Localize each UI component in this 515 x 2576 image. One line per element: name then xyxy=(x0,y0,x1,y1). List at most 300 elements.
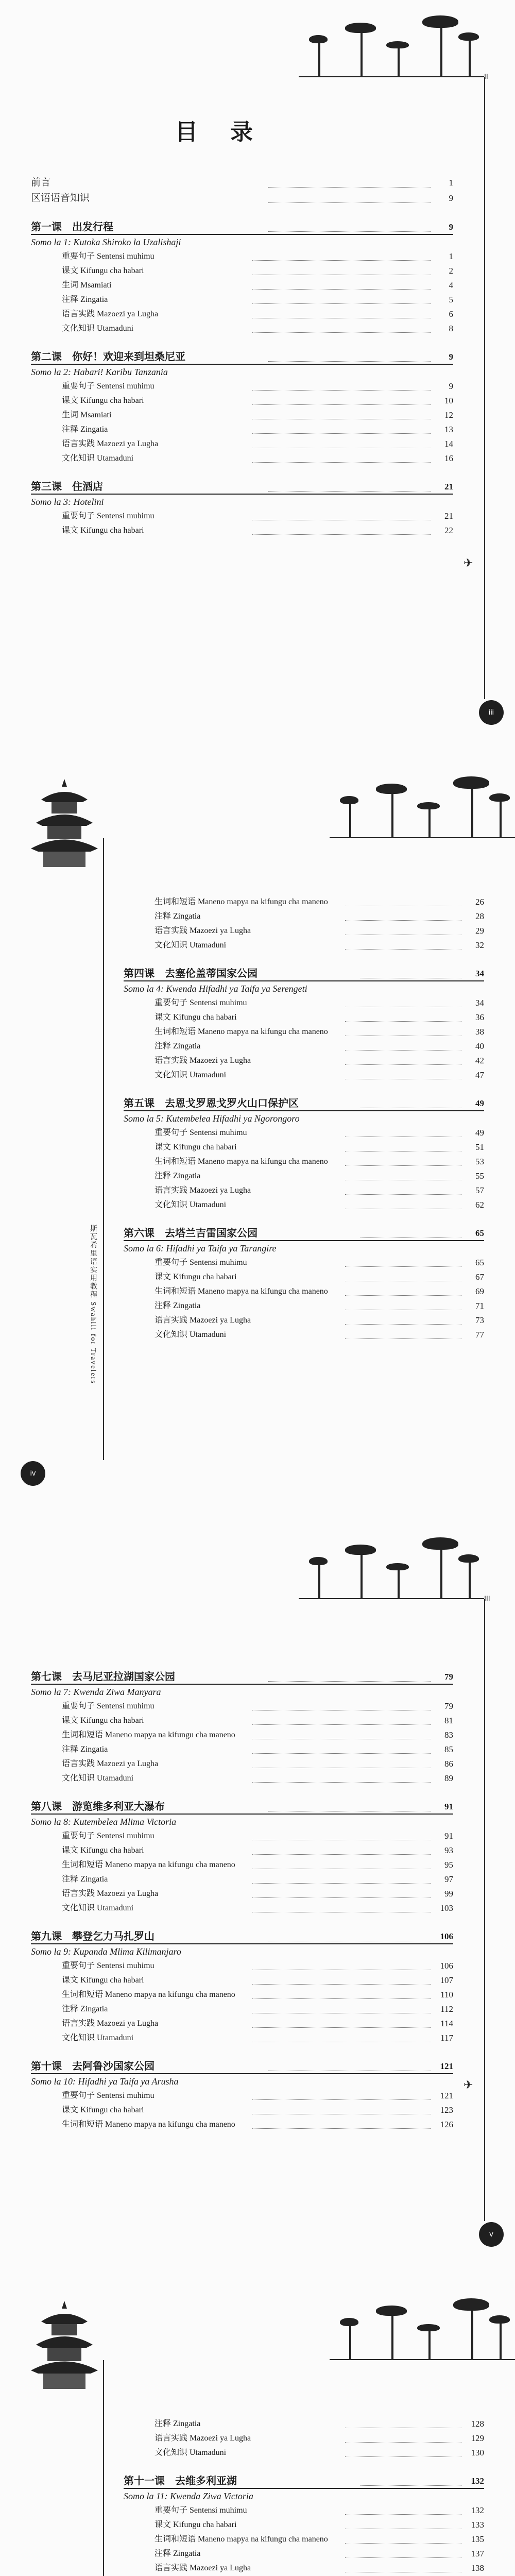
dot-leader xyxy=(345,1064,461,1065)
toc-entry-item[interactable] xyxy=(31,1699,453,1714)
dot-leader xyxy=(252,433,431,434)
toc-page-number: 99 xyxy=(444,1889,453,1899)
running-title: 斯瓦希里语实用教程 Swahili for Travelers xyxy=(89,1225,97,1384)
toc-page xyxy=(0,0,515,761)
toc-entry-text: 文化知识 Utamaduni xyxy=(62,454,134,463)
toc-entry-text: 区语语音知识 xyxy=(31,193,90,204)
acacia-canopy xyxy=(422,1537,458,1550)
toc-entry-sub[interactable] xyxy=(31,1685,453,1699)
toc-entry-item[interactable] xyxy=(31,1771,453,1786)
toc-entry-item[interactable] xyxy=(31,379,453,394)
ground-line xyxy=(299,1598,484,1599)
toc-entry-text: 重要句子 Sentensi muhimu xyxy=(154,1258,247,1267)
toc-entry-head[interactable] xyxy=(31,2059,453,2074)
toc-entry-item[interactable] xyxy=(124,2532,484,2547)
toc-entry-text: 第六课 去塔兰吉雷国家公园 xyxy=(124,1228,258,1239)
toc-entry-sub[interactable] xyxy=(124,2489,484,2503)
toc-entry-item[interactable] xyxy=(124,1068,484,1082)
dot-leader xyxy=(345,1021,461,1022)
dot-leader xyxy=(345,920,461,921)
toc-entry-item[interactable] xyxy=(31,523,453,538)
toc-entry-item[interactable] xyxy=(124,1256,484,1270)
toc-entry-text: 第十一课 去维多利亚湖 xyxy=(124,2476,237,2487)
toc-page xyxy=(0,1522,515,2283)
toc-entry-text: 生词和短语 Maneno mapya na kifungu cha maneno xyxy=(62,2120,235,2129)
toc-entry-item[interactable] xyxy=(124,924,484,938)
dot-leader xyxy=(345,2543,461,2544)
toc-entry-sub[interactable] xyxy=(124,981,484,996)
toc-entry-item[interactable] xyxy=(124,1198,484,1212)
toc-page-number: 1 xyxy=(449,178,453,188)
pagoda-illustration xyxy=(26,776,103,872)
acacia-canopy xyxy=(386,41,409,48)
toc-entry-head[interactable] xyxy=(31,1669,453,1685)
dot-leader xyxy=(252,1984,431,1985)
acacia-canopy xyxy=(489,2315,510,2324)
toc-entry-text: 重要句子 Sentensi muhimu xyxy=(62,1702,154,1710)
toc-entry-text: 课文 Kifungu cha habari xyxy=(62,1716,144,1725)
acacia-canopy xyxy=(340,796,358,804)
toc-entry-item[interactable] xyxy=(124,2417,484,2431)
acacia-canopy xyxy=(458,32,479,41)
acacia-trees-decoration xyxy=(299,15,484,77)
toc-entry-item[interactable] xyxy=(31,437,453,451)
toc-page-number: 34 xyxy=(475,998,484,1008)
toc-page-number: 36 xyxy=(475,1012,484,1022)
acacia-canopy xyxy=(417,802,440,809)
acacia-canopy xyxy=(453,776,489,789)
toc-entry-sub[interactable] xyxy=(31,495,453,509)
toc-page-number: 114 xyxy=(440,2019,453,2028)
toc-page-number: 42 xyxy=(475,1056,484,1065)
toc-entry-text: 课文 Kifungu cha habari xyxy=(62,266,144,275)
toc-entry-item[interactable] xyxy=(31,307,453,321)
acacia-trees-decoration xyxy=(299,1537,484,1599)
acacia-trunk xyxy=(360,31,363,77)
toc-entry-item[interactable] xyxy=(124,938,484,953)
dot-leader xyxy=(345,2557,461,2558)
toc-entry-head[interactable] xyxy=(31,479,453,495)
acacia-canopy xyxy=(417,2324,440,2331)
toc-entry-head[interactable] xyxy=(124,1226,484,1241)
toc-page-number: 106 xyxy=(440,1931,453,1941)
toc-entry-sec[interactable] xyxy=(31,175,453,191)
toc-entry-item[interactable] xyxy=(124,1169,484,1183)
toc-page-number: 67 xyxy=(475,1272,484,1282)
toc-entry-sub[interactable] xyxy=(31,2074,453,2089)
toc-entry-text: Somo la 2: Habari! Karibu Tanzania xyxy=(31,367,168,377)
dot-leader xyxy=(345,2442,461,2443)
toc-page-number: 81 xyxy=(444,1716,453,1725)
toc-page-number: 107 xyxy=(440,1975,453,1985)
airplane-icon: ✈ xyxy=(464,2078,473,2091)
toc-entry-item[interactable] xyxy=(124,2547,484,2561)
toc-page-number: 77 xyxy=(475,1330,484,1340)
dot-leader xyxy=(252,1753,431,1754)
toc-entry-text: 生词和短语 Maneno mapya na kifungu cha maneno xyxy=(154,2535,328,2544)
toc-entry-item[interactable] xyxy=(124,1299,484,1313)
acacia-trunk xyxy=(428,2329,431,2360)
toc-entry-item[interactable] xyxy=(31,321,453,336)
dot-leader xyxy=(268,361,431,362)
toc-page-number: 10 xyxy=(444,396,453,405)
toc-entry-text: 第一课 出发行程 xyxy=(31,222,113,233)
toc-entry-item[interactable] xyxy=(31,2089,453,2103)
pagoda-illustration xyxy=(26,2298,103,2394)
toc-entry-text: 注释 Zingatia xyxy=(62,295,108,304)
toc-page xyxy=(0,761,515,1522)
toc-entry-text: 注释 Zingatia xyxy=(154,1042,201,1050)
toc-entry-text: 语言实践 Mazoezi ya Lugha xyxy=(62,1759,159,1768)
toc-page-number: 117 xyxy=(440,2033,453,2043)
toc-entry-text: 文化知识 Utamaduni xyxy=(154,1200,227,1209)
toc-entry-item[interactable] xyxy=(31,2016,453,2031)
toc-entry-item[interactable] xyxy=(31,408,453,422)
toc-entry-text: Somo la 5: Kutembelea Hifadhi ya Ngorongoro xyxy=(124,1113,300,1124)
toc-page-number: 47 xyxy=(475,1070,484,1080)
toc-entry-text: 课文 Kifungu cha habari xyxy=(62,396,144,405)
toc-entry-item[interactable] xyxy=(31,509,453,523)
toc-entry-head[interactable] xyxy=(31,219,453,235)
toc-entry-text: Somo la 7: Kwenda Ziwa Manyara xyxy=(31,1687,161,1697)
acacia-trees-decoration xyxy=(330,776,515,838)
toc-entry-item[interactable] xyxy=(124,895,484,909)
dot-leader xyxy=(252,1998,431,1999)
toc-page-number: 9 xyxy=(449,193,453,203)
toc-entry-text: 生词和短语 Maneno mapya na kifungu cha maneno xyxy=(154,1027,328,1036)
toc-entry-sub[interactable] xyxy=(124,1241,484,1256)
toc-page-number: 130 xyxy=(471,2448,484,2458)
toc-entry-text: Somo la 11: Kwenda Ziwa Victoria xyxy=(124,2491,253,2501)
acacia-canopy xyxy=(345,23,376,33)
toc-page-number: 138 xyxy=(471,2563,484,2573)
acacia-trunk xyxy=(398,1568,400,1599)
toc-page-number: 51 xyxy=(475,1142,484,1152)
toc-entry-item[interactable] xyxy=(31,1843,453,1858)
toc-page-number: 71 xyxy=(475,1301,484,1311)
toc-list xyxy=(31,1656,453,2132)
toc-entry-text: 注释 Zingatia xyxy=(154,2549,201,2558)
toc-entry-text: 前言 xyxy=(31,177,51,188)
dot-leader xyxy=(345,949,461,950)
toc-entry-text: 文化知识 Utamaduni xyxy=(154,1330,227,1339)
toc-entry-text: 注释 Zingatia xyxy=(62,425,108,434)
toc-title: 目 录 xyxy=(175,120,266,145)
toc-entry-text: 语言实践 Mazoezi ya Lugha xyxy=(62,1889,159,1898)
dot-leader xyxy=(345,1338,461,1339)
toc-list xyxy=(31,175,453,538)
acacia-trunk xyxy=(360,1553,363,1599)
margin-rule xyxy=(484,1599,485,2221)
toc-page-number: 6 xyxy=(449,309,453,319)
toc-entry-text: 生词和短语 Maneno mapya na kifungu cha maneno xyxy=(62,1860,235,1869)
toc-page-number: 110 xyxy=(440,1990,453,1999)
toc-page-number: 38 xyxy=(475,1027,484,1037)
toc-entry-item[interactable] xyxy=(124,2446,484,2460)
toc-entry-item[interactable] xyxy=(124,1126,484,1140)
toc-entry-text: 课文 Kifungu cha habari xyxy=(62,1976,144,1985)
toc-entry-text: 重要句子 Sentensi muhimu xyxy=(62,2091,154,2100)
toc-page-number: 8 xyxy=(449,324,453,333)
toc-entry-item[interactable] xyxy=(31,249,453,264)
toc-page-number: 22 xyxy=(444,526,453,535)
toc-entry-text: Somo la 4: Kwenda Hifadhi ya Taifa ya Serengeti xyxy=(124,984,307,994)
toc-entry-item[interactable] xyxy=(31,1757,453,1771)
toc-entry-text: 课文 Kifungu cha habari xyxy=(154,2520,237,2529)
toc-entry-text: 重要句子 Sentensi muhimu xyxy=(154,1128,247,1137)
toc-entry-item[interactable] xyxy=(31,1742,453,1757)
toc-page-number: 1 xyxy=(449,251,453,261)
page-number-badge: iv xyxy=(21,1461,45,1486)
toc-page-number: 9 xyxy=(449,352,453,362)
toc-entry-text: 重要句子 Sentensi muhimu xyxy=(62,1832,154,1840)
toc-entry-item[interactable] xyxy=(31,1988,453,2002)
toc-entry-item[interactable] xyxy=(31,1901,453,1916)
page-number-badge: v xyxy=(479,2222,504,2247)
toc-page-number: 123 xyxy=(440,2105,453,2115)
toc-page-number: 86 xyxy=(444,1759,453,1769)
dot-leader xyxy=(345,1165,461,1166)
toc-page-number: 21 xyxy=(444,482,453,492)
dot-leader xyxy=(360,2485,461,2486)
margin-rule xyxy=(103,838,104,1460)
acacia-canopy xyxy=(376,784,407,794)
toc-entry-item[interactable] xyxy=(31,1829,453,1843)
toc-entry-head[interactable] xyxy=(124,966,484,981)
toc-entry-text: 文化知识 Utamaduni xyxy=(154,2448,227,2457)
toc-page-number: 40 xyxy=(475,1041,484,1051)
toc-page-number: 16 xyxy=(444,453,453,463)
toc-page-number: 129 xyxy=(471,2433,484,2443)
toc-page-number: 73 xyxy=(475,1315,484,1325)
acacia-trunk xyxy=(318,1563,320,1599)
dot-leader xyxy=(252,2027,431,2028)
toc-entry-text: 注释 Zingatia xyxy=(154,1301,201,1310)
toc-entry-text: 生词和短语 Maneno mapya na kifungu cha maneno xyxy=(154,897,328,906)
toc-entry-text: 语言实践 Mazoezi ya Lugha xyxy=(154,2434,251,2443)
toc-page-number: 132 xyxy=(471,2476,484,2486)
acacia-canopy xyxy=(376,2306,407,2316)
toc-entry-text: 注释 Zingatia xyxy=(62,1745,108,1754)
toc-page-number: 5 xyxy=(449,295,453,304)
toc-entry-item[interactable] xyxy=(31,264,453,278)
toc-entry-text: 文化知识 Utamaduni xyxy=(62,2033,134,2042)
toc-entry-item[interactable] xyxy=(124,2503,484,2518)
toc-page-number: 14 xyxy=(444,439,453,449)
toc-entry-text: 课文 Kifungu cha habari xyxy=(154,1273,237,1281)
toc-page-number: 62 xyxy=(475,1200,484,1210)
toc-entry-text: 课文 Kifungu cha habari xyxy=(62,1846,144,1855)
toc-entry-item[interactable] xyxy=(31,394,453,408)
toc-page-number: 49 xyxy=(475,1098,484,1108)
acacia-trunk xyxy=(469,39,471,77)
ground-line xyxy=(330,837,515,838)
dot-leader xyxy=(252,260,431,261)
toc-entry-text: 重要句子 Sentensi muhimu xyxy=(62,382,154,391)
toc-entry-text: Somo la 3: Hotelini xyxy=(31,497,104,507)
toc-entry-item[interactable] xyxy=(124,2518,484,2532)
toc-entry-sec[interactable] xyxy=(31,191,453,206)
acacia-trunk xyxy=(469,1561,471,1599)
toc-page-number: 83 xyxy=(444,1730,453,1740)
toc-entry-item[interactable] xyxy=(31,293,453,307)
toc-entry-item[interactable] xyxy=(31,451,453,466)
toc-page-number: 49 xyxy=(475,1128,484,1138)
toc-page-number: 135 xyxy=(471,2534,484,2544)
toc-entry-text: 语言实践 Mazoezi ya Lugha xyxy=(62,2019,159,2028)
toc-entry-text: 生词和短语 Maneno mapya na kifungu cha maneno xyxy=(62,1731,235,1739)
toc-entry-item[interactable] xyxy=(124,1039,484,1054)
acacia-canopy xyxy=(453,2298,489,2311)
acacia-canopy xyxy=(386,1563,409,1570)
acacia-trunk xyxy=(349,802,351,838)
toc-entry-item[interactable] xyxy=(31,1728,453,1742)
toc-entry-item[interactable] xyxy=(31,2117,453,2132)
toc-entry-text: 第九课 攀登乞力马扎罗山 xyxy=(31,1931,154,1942)
toc-entry-sub[interactable] xyxy=(31,365,453,379)
toc-entry-item[interactable] xyxy=(124,2431,484,2446)
toc-entry-text: 生词 Msamiati xyxy=(62,411,112,419)
toc-page-number: 9 xyxy=(449,381,453,391)
toc-entry-item[interactable] xyxy=(124,1183,484,1198)
toc-entry-item[interactable] xyxy=(31,1858,453,1872)
toc-page-number: 103 xyxy=(440,1903,453,1913)
toc-entry-item[interactable] xyxy=(124,996,484,1010)
airplane-icon: ✈ xyxy=(464,556,473,569)
dot-leader xyxy=(345,1194,461,1195)
toc-entry-text: 重要句子 Sentensi muhimu xyxy=(154,2506,247,2515)
toc-entry-item[interactable] xyxy=(124,1284,484,1299)
dot-leader xyxy=(252,534,431,535)
toc-entry-head[interactable] xyxy=(31,1799,453,1815)
dot-leader xyxy=(268,202,431,203)
toc-entry-item[interactable] xyxy=(31,1973,453,1988)
toc-entry-text: 文化知识 Utamaduni xyxy=(62,324,134,333)
toc-entry-text: 注释 Zingatia xyxy=(154,1172,201,1180)
toc-entry-text: 第四课 去塞伦盖蒂国家公园 xyxy=(124,968,258,979)
toc-entry-text: 语言实践 Mazoezi ya Lugha xyxy=(154,1316,251,1325)
toc-page-number: 21 xyxy=(444,511,453,521)
toc-entry-item[interactable] xyxy=(124,1328,484,1342)
toc-list xyxy=(124,2417,484,2576)
toc-entry-text: 生词和短语 Maneno mapya na kifungu cha maneno xyxy=(62,1990,235,1999)
toc-entry-sub[interactable] xyxy=(31,1944,453,1959)
dot-leader xyxy=(345,1266,461,1267)
toc-entry-text: 语言实践 Mazoezi ya Lugha xyxy=(154,926,251,935)
acacia-trunk xyxy=(391,2314,393,2360)
toc-entry-item[interactable] xyxy=(31,2002,453,2016)
toc-entry-item[interactable] xyxy=(31,1714,453,1728)
toc-entry-item[interactable] xyxy=(31,1872,453,1887)
toc-entry-sub[interactable] xyxy=(31,235,453,249)
toc-entry-head[interactable] xyxy=(124,1096,484,1111)
ground-line xyxy=(330,2359,515,2360)
acacia-trunk xyxy=(471,787,473,838)
toc-entry-text: 注释 Zingatia xyxy=(62,2005,108,2013)
toc-page-number: 9 xyxy=(449,222,453,232)
toc-entry-text: 注释 Zingatia xyxy=(62,1875,108,1884)
toc-entry-text: 语言实践 Mazoezi ya Lugha xyxy=(62,439,159,448)
toc-entry-item[interactable] xyxy=(124,1140,484,1155)
toc-entry-text: Somo la 10: Hifadhi ya Taifa ya Arusha xyxy=(31,2076,179,2087)
toc-entry-text: 重要句子 Sentensi muhimu xyxy=(62,1961,154,1970)
toc-entry-text: 第七课 去马尼亚拉湖国家公园 xyxy=(31,1671,175,1683)
toc-entry-text: Somo la 1: Kutoka Shiroko la Uzalishaji xyxy=(31,237,181,247)
toc-entry-head[interactable] xyxy=(31,349,453,365)
toc-entry-text: 注释 Zingatia xyxy=(154,912,201,921)
toc-entry-item[interactable] xyxy=(31,422,453,437)
toc-page-number: 32 xyxy=(475,940,484,950)
toc-entry-text: 语言实践 Mazoezi ya Lugha xyxy=(62,310,159,318)
toc-page-number: 28 xyxy=(475,911,484,921)
toc-entry-item[interactable] xyxy=(31,1887,453,1901)
toc-entry-text: 生词 Msamiati xyxy=(62,281,112,290)
acacia-trunk xyxy=(440,1548,442,1599)
toc-entry-sub[interactable] xyxy=(31,1815,453,1829)
toc-page xyxy=(0,2283,515,2576)
toc-entry-item[interactable] xyxy=(31,2031,453,2045)
toc-entry-item[interactable] xyxy=(31,2103,453,2117)
dot-leader xyxy=(345,2514,461,2515)
toc-page-number: 126 xyxy=(440,2120,453,2129)
toc-page-number: 106 xyxy=(440,1961,453,1971)
toc-entry-text: 语言实践 Mazoezi ya Lugha xyxy=(154,2564,251,2572)
acacia-canopy xyxy=(340,2318,358,2326)
toc-page-number: 93 xyxy=(444,1845,453,1855)
toc-page-number: 133 xyxy=(471,2520,484,2530)
acacia-canopy xyxy=(458,1554,479,1563)
dot-leader xyxy=(268,491,431,492)
toc-entry-text: 第八课 游览维多利亚大瀑布 xyxy=(31,1801,165,1812)
toc-page-number: 55 xyxy=(475,1171,484,1181)
corner-label: II xyxy=(484,72,488,80)
toc-entry-text: Somo la 8: Kutembelea Mlima Victoria xyxy=(31,1817,177,1827)
toc-entry-item[interactable] xyxy=(124,1313,484,1328)
acacia-trees-decoration xyxy=(330,2298,515,2360)
toc-entry-head[interactable] xyxy=(31,1929,453,1944)
toc-page-number: 89 xyxy=(444,1773,453,1783)
dot-leader xyxy=(252,462,431,463)
toc-entry-item[interactable] xyxy=(124,1025,484,1039)
toc-entry-item[interactable] xyxy=(124,1010,484,1025)
toc-entry-item[interactable] xyxy=(124,1270,484,1284)
toc-entry-text: 文化知识 Utamaduni xyxy=(154,1071,227,1079)
toc-entry-text: 文化知识 Utamaduni xyxy=(154,941,227,950)
toc-entry-text: 第二课 你好！欢迎来到坦桑尼亚 xyxy=(31,351,185,363)
toc-entry-item[interactable] xyxy=(124,1155,484,1169)
toc-entry-text: 文化知识 Utamaduni xyxy=(62,1904,134,1912)
dot-leader xyxy=(268,231,431,232)
toc-entry-sub[interactable] xyxy=(124,1111,484,1126)
toc-entry-text: 重要句子 Sentensi muhimu xyxy=(62,512,154,520)
toc-page-number: 13 xyxy=(444,425,453,434)
toc-entry-item[interactable] xyxy=(31,278,453,293)
acacia-trunk xyxy=(440,26,442,77)
toc-entry-item[interactable] xyxy=(124,1054,484,1068)
toc-entry-head[interactable] xyxy=(124,2473,484,2489)
dot-leader xyxy=(252,289,431,290)
toc-entry-item[interactable] xyxy=(124,2561,484,2575)
toc-entry-item[interactable] xyxy=(124,909,484,924)
dot-leader xyxy=(252,404,431,405)
corner-label: III xyxy=(484,1594,490,1602)
acacia-trunk xyxy=(471,2309,473,2360)
acacia-trunk xyxy=(428,807,431,838)
toc-page-number: 69 xyxy=(475,1286,484,1296)
toc-entry-item[interactable] xyxy=(31,1959,453,1973)
acacia-trunk xyxy=(391,792,393,838)
toc-page-number: 26 xyxy=(475,897,484,907)
